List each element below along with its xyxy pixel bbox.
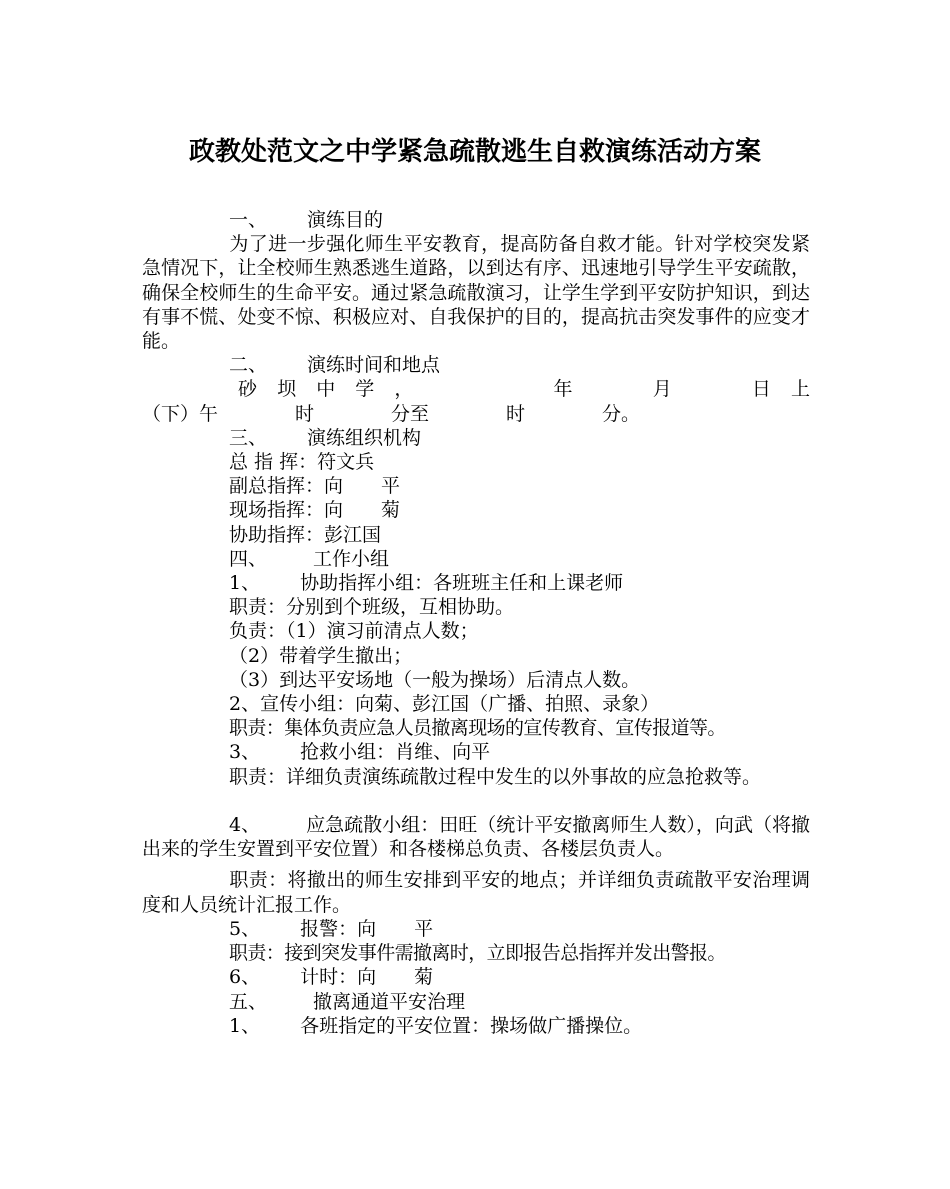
group-1-resp-3: （3）到达平安场地（一般为操场）后清点人数。 <box>229 668 641 691</box>
group-4: 4、 应急疏散小组：田旺（统计平安撤离师生人数），向武（将撤出来的学生安置到平安位置）和各楼梯总负责、各楼层负责人。 <box>142 814 810 861</box>
org-deputy-commander: 副总指挥：向 平 <box>229 475 401 498</box>
group-2-duty: 职责：集体负责应急人员撤离现场的宣传教育、宣传报道等。 <box>229 717 726 740</box>
section-heading-2: 二、 演练时间和地点 <box>229 354 441 377</box>
org-site-commander: 现场指挥：向 菊 <box>229 499 401 522</box>
spacer-line-2 <box>142 861 810 868</box>
group-1-resp-2: （2）带着学生撤出； <box>229 644 413 667</box>
group-5-duty: 职责：接到突发事件需撤离时，立即报告总指挥并发出警报。 <box>229 942 726 965</box>
group-1-resp: 负责：（1）演习前清点人数； <box>229 620 479 643</box>
time-place-line-1: 砂 坝 中 学 ， 年 月 日 上 <box>238 378 810 401</box>
group-6: 6、 计时：向 菊 <box>229 966 434 989</box>
section-heading-5: 五、 撤离通道平安治理 <box>229 990 466 1013</box>
paragraph-purpose: 为了进一步强化师生平安教育，提高防备自救才能。针对学校突发紧急情况下，让全校师生熟悉逃生道路，以到达有序、迅速地引导学生平安疏散，确保全校师生的生命平安。通过紧急疏散演习，让学生学到平安防护知识，到达有事不慌、处变不惊、积极应对、自我保护的目的，提高抗击突发事件的应变才能。 <box>142 233 810 353</box>
group-3-duty: 职责：详细负责演练疏散过程中发生的以外事故的应急抢救等。 <box>229 765 762 788</box>
group-2: 2、宣传小组：向菊、彭江国（广播、拍照、录象） <box>229 693 660 716</box>
group-1: 1、 协助指挥小组：各班班主任和上课老师 <box>229 572 624 595</box>
org-assistant-commander: 协助指挥：彭江国 <box>229 523 382 546</box>
section-heading-1: 一、 演练目的 <box>229 209 384 231</box>
group-4-duty: 职责：将撤出的师生安排到平安的地点；并详细负责疏散平安治理调度和人员统计汇报工作。 <box>142 869 810 916</box>
document-body <box>142 208 810 1038</box>
group-1-duty: 职责：分别到个班级，互相协助。 <box>229 596 515 619</box>
time-place-line-2: （下）午 时 分至 时 分。 <box>142 402 640 425</box>
spacer-line <box>142 789 810 813</box>
group-5: 5、 报警：向 平 <box>229 917 434 940</box>
section-heading-4: 四、 工作小组 <box>229 547 390 570</box>
document-title: 政教处范文之中学紧急疏散逃生自救演练活动方案 <box>188 137 761 167</box>
section-5-item-1: 1、 各班指定的平安位置：操场做广播操位。 <box>229 1014 643 1037</box>
section-heading-3: 三、 演练组织机构 <box>229 426 422 449</box>
group-3: 3、 抢救小组：肖维、向平 <box>229 741 491 764</box>
org-commander: 总 指 挥：符文兵 <box>229 451 375 474</box>
